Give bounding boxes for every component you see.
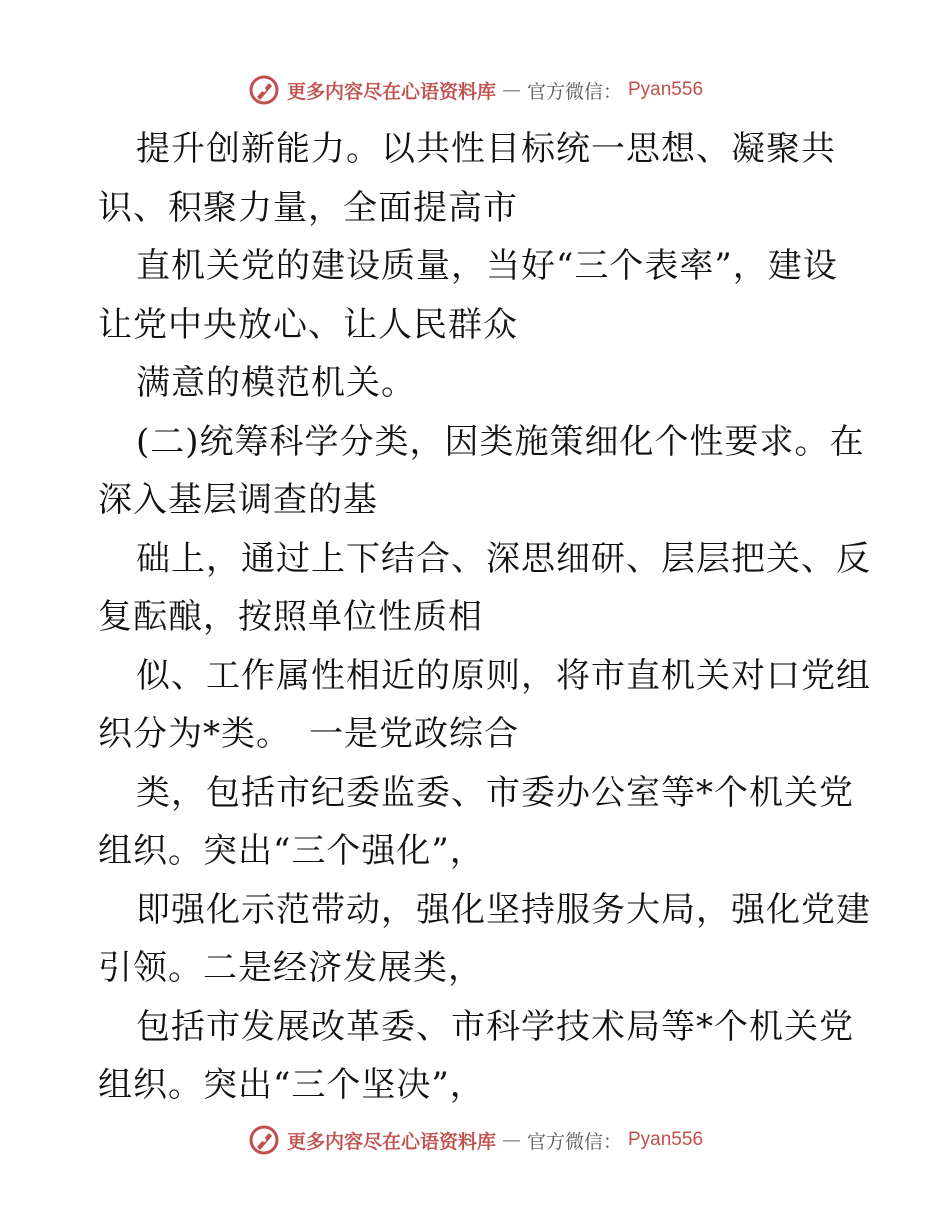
watermark-brand: 更多内容尽在心语资料库 (286, 1130, 496, 1153)
text-line: 让党中央放心、让人民群众 (98, 304, 518, 345)
text-line: 组织。突出“三个坚决”， (98, 1065, 485, 1105)
text-line: 包括市发展改革委、市科学技术局等*个机关党 (136, 1006, 854, 1047)
text-line: 提升创新能力。以共性目标统一思想、凝聚共 (136, 129, 836, 169)
watermark-account: Pyan556 (628, 79, 704, 100)
watermark-brand: 更多内容尽在心语资料库 (286, 80, 496, 103)
footer-watermark (0, 1120, 950, 1160)
text-line: 识、积聚力量，全面提高市 (98, 187, 518, 228)
text-line: 础上，通过上下结合、深思细研、层层把关、反 (136, 538, 871, 579)
text-line: 即强化示范带动，强化坚持服务大局，强化党建 (136, 889, 871, 930)
header-watermark (0, 70, 950, 110)
text-line: 满意的模范机关。 (136, 363, 416, 403)
watermark-official-label: 官方微信： (526, 80, 622, 103)
watermark-official-label: 官方微信： (526, 1130, 622, 1153)
text-line: (二)统筹科学分类，因类施策细化个性要求。在 (136, 421, 865, 462)
text-line: 似、工作属性相近的原则，将市直机关对口党组 (136, 655, 871, 696)
pen-nib-logo-icon (247, 73, 281, 107)
pen-nib-logo-icon (247, 1123, 281, 1157)
document-body (98, 120, 871, 1115)
watermark-dash: — (501, 79, 521, 101)
text-line: 直机关党的建设质量，当好“三个表率”，建设 (136, 246, 838, 286)
watermark-dash: — (501, 1129, 521, 1151)
watermark-account: Pyan556 (628, 1129, 704, 1150)
text-line: 织分为*类。 一是党政综合 (98, 714, 519, 754)
text-line: 复酝酿，按照单位性质相 (98, 597, 483, 637)
text-line: 组织。突出“三个强化”， (98, 831, 485, 871)
text-line: 类，包括市纪委监委、市委办公室等*个机关党 (136, 772, 854, 813)
text-line: 深入基层调查的基 (98, 480, 378, 520)
text-line: 引领。二是经济发展类， (98, 948, 483, 988)
